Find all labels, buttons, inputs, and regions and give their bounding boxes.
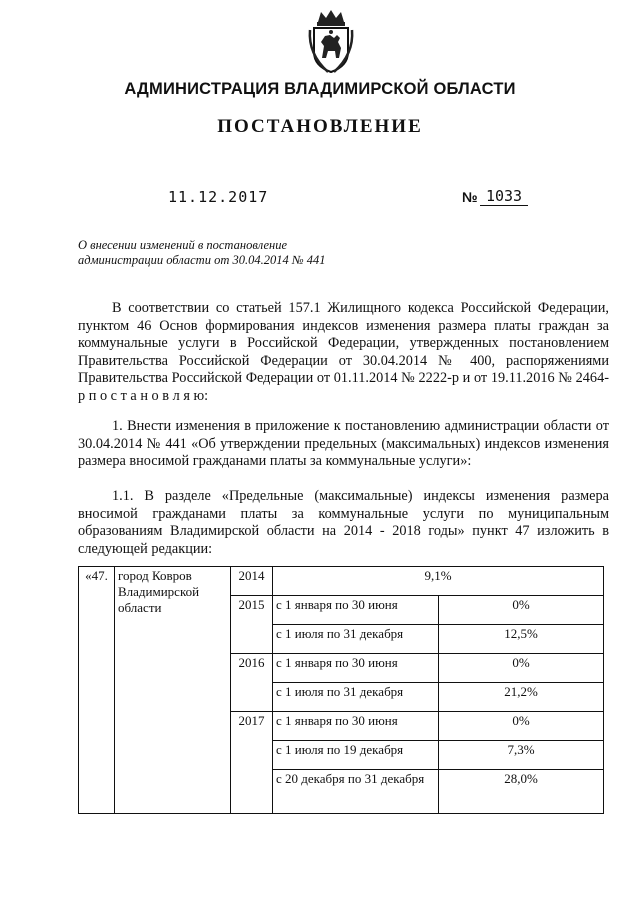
table-value: 9,1% [273,567,604,596]
table-period: с 1 января по 30 июня [273,596,439,625]
table-period: с 1 января по 30 июня [273,654,439,683]
clause-1-text: 1. Внести изменения в приложение к постановлению администрации области от 30.04.2014 № 441 «Об утверждении предельных (максимальных) индексов изменения размера вносимой гражданами платы за коммунальные услуги»: [78,418,609,470]
table-value: 28,0% [439,770,604,814]
document-subject [78,238,326,268]
table-year: 2016 [231,654,273,712]
table-value: 21,2% [439,683,604,712]
preamble-text: В соответствии со статьей 157.1 Жилищного кодекса Российской Федерации, пунктом 46 Основ формирования индексов изменения размера платы граждан за коммунальные услуги в Российской Федерации, утвержденных постановлением Правительства Российской Федерации от 30.04.2014 № 400, распоряжениями Правительства Российской Федерации от 01.11.2014 № 2222-р и от 19.11.2016 № 2464-р п о с т а н о в л я ю: [78,300,609,404]
table-period: с 1 июля по 31 декабря [273,625,439,654]
table-value: 0% [439,654,604,683]
clause-1-paragraph [78,418,609,471]
table-value: 0% [439,596,604,625]
table-year: 2015 [231,596,273,654]
document-type-title: ПОСТАНОВЛЕНИЕ [217,116,423,137]
subject-line-1: О внесении изменений в постановление [78,238,288,252]
organization-title: АДМИНИСТРАЦИЯ ВЛАДИМИРСКОЙ ОБЛАСТИ [124,80,516,98]
table-item-number: «47. [79,567,115,814]
preamble-paragraph [78,300,609,406]
document-date: 11.12.2017 [168,188,269,206]
table-period: с 20 декабря по 31 декабря [273,770,439,814]
table-year: 2014 [231,567,273,596]
table-period: с 1 января по 30 июня [273,712,439,741]
table-value: 7,3% [439,741,604,770]
table-municipality: город Ковров Владимирской области [115,567,231,814]
document-number: 1033 [480,187,528,206]
table-year: 2017 [231,712,273,814]
number-sign: № [462,189,478,205]
subject-line-2: администрации области от 30.04.2014 № 441 [78,253,326,267]
table-period: с 1 июля по 19 декабря [273,741,439,770]
table-period: с 1 июля по 31 декабря [273,683,439,712]
clause-1-1-paragraph [78,488,609,558]
table-value: 12,5% [439,625,604,654]
table-value: 0% [439,712,604,741]
index-table [78,566,604,814]
clause-1-1-text: 1.1. В разделе «Предельные (максимальные) индексы изменения размера вносимой гражданами платы за коммунальные услуги по муниципальным образованиям Владимирской области на 2014 - 2018 годы» пункт 47 изложить в следующей редакции: [78,488,609,557]
coat-of-arms-icon [306,8,356,74]
